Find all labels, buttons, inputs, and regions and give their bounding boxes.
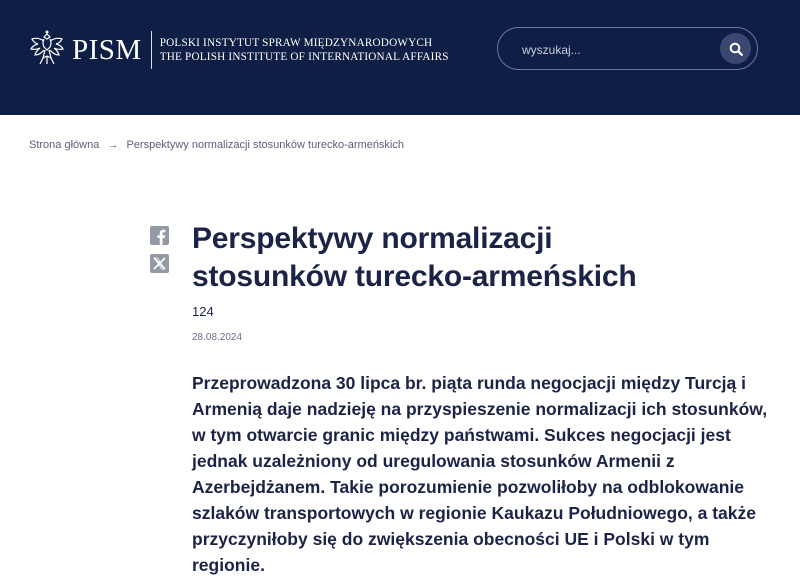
article-title: [192, 220, 752, 296]
article-title-line1: Perspektywy normalizacji: [192, 222, 553, 255]
institute-name: [160, 36, 449, 64]
breadcrumb-home-link[interactable]: Strona główna: [29, 139, 100, 151]
facebook-icon: [150, 226, 169, 245]
institute-name-pl: POLSKI INSTYTUT SPRAW MIĘDZYNARODOWYCH: [159, 37, 433, 49]
site-header: [0, 0, 800, 115]
search-icon: [729, 42, 743, 56]
brand-name: PISM: [72, 34, 142, 66]
breadcrumb-separator: →: [107, 139, 119, 151]
article-date: 28.08.2024: [192, 332, 243, 343]
site-logo[interactable]: [28, 28, 449, 72]
article-lead: Przeprowadzona 30 lipca br. piąta runda negocjacji między Turcją i Armenią daje nadzieję na przyspieszenie normalizacji ich stosunków, w tym otwarcie granic między państwami. Sukces negocjacji jest jednak uzależniony od uregulowania stosunków Armenii z Azerbejdżanem. Takie porozumienie pozwoliłoby na odblokowanie szlaków transportowych w regionie Kaukazu Południowego, a także przyczyniłoby się do zwiększenia obecności UE i Polski w tym regionie.: [192, 373, 768, 575]
search-input[interactable]: [520, 39, 714, 61]
breadcrumb-current: Perspektywy normalizacji stosunków turecko-armeńskich: [126, 139, 404, 151]
institute-name-en: THE POLISH INSTITUTE OF INTERNATIONAL AFFAIRS: [159, 51, 449, 63]
article-title-line2: stosunków turecko-armeńskich: [192, 260, 637, 293]
eagle-emblem-icon: [28, 28, 66, 72]
search-box: [497, 27, 758, 70]
search-button[interactable]: [720, 33, 751, 64]
article-number: 124: [192, 304, 214, 319]
logo-divider: [151, 31, 152, 69]
x-icon: [150, 254, 169, 273]
breadcrumb: [29, 139, 404, 151]
share-facebook-button[interactable]: [150, 226, 169, 245]
share-x-button[interactable]: [150, 254, 169, 273]
